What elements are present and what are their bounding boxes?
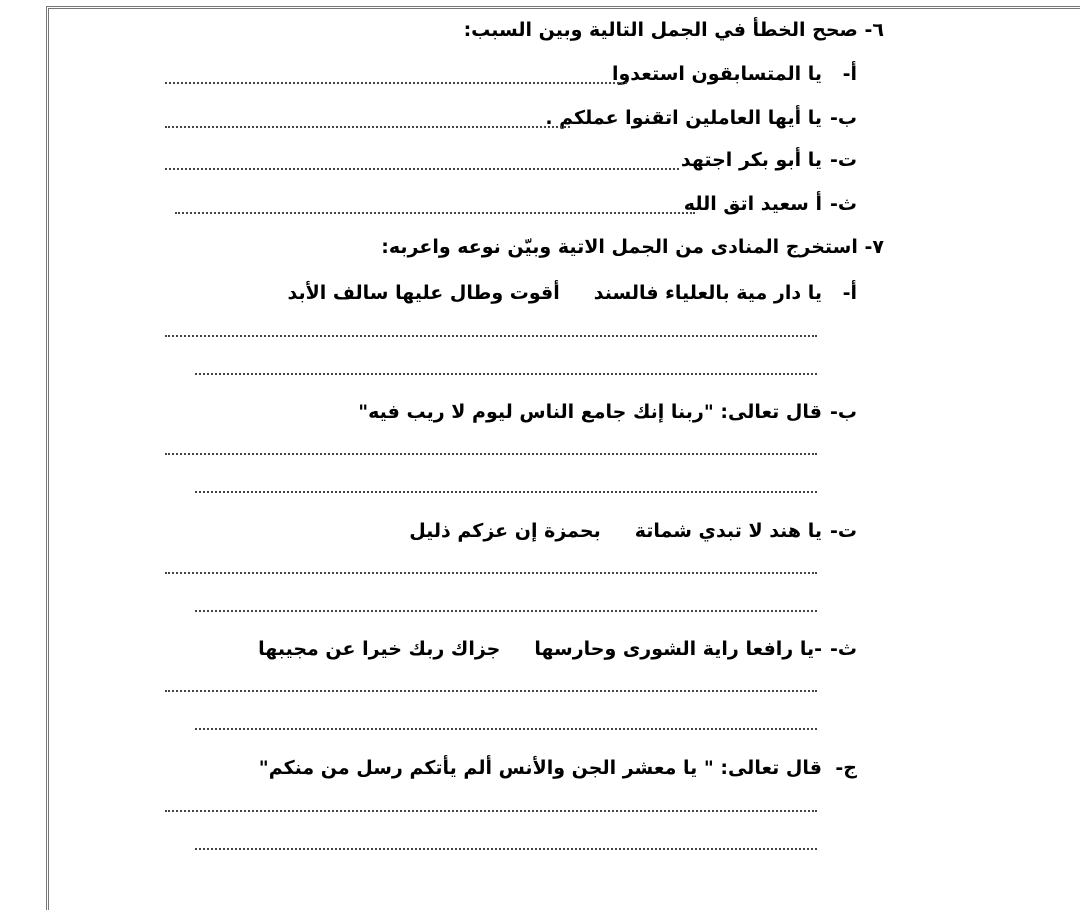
- answer-line[interactable]: [195, 610, 817, 612]
- verse-second-half: جزاك ربك خيرا عن مجيبها: [258, 638, 501, 660]
- q7-item-t-label: ت-: [830, 520, 857, 542]
- q6-item-a-label: أ-: [842, 63, 857, 85]
- q7-title: ٧- استخرج المنادى من الجمل الاتية وبيّن نوعه واعربه:: [381, 236, 884, 258]
- answer-line[interactable]: [165, 572, 817, 574]
- q6-item-a-text: يا المتسابقون استعدوا: [611, 63, 822, 85]
- q7-item-th-label: ث-: [830, 638, 857, 660]
- q6-item-b-label: ب-: [830, 107, 857, 129]
- verse-first-half: يا هند لا تبدي شماتة: [634, 520, 822, 542]
- q6-item-t-text: يا أبو بكر اجتهد: [680, 149, 822, 171]
- answer-line[interactable]: [165, 126, 570, 128]
- q6-title: ٦- صحح الخطأ في الجمل التالية وبين السبب:: [463, 19, 884, 41]
- answer-line[interactable]: [195, 491, 817, 493]
- answer-line[interactable]: [165, 690, 817, 692]
- verse-second-half: بحمزة إن عزكم ذليل: [409, 520, 601, 542]
- answer-line[interactable]: [165, 82, 627, 84]
- q7-item-j-label: ج-: [835, 757, 857, 779]
- answer-line[interactable]: [165, 453, 817, 455]
- verse-second-half: أقوت وطال عليها سالف الأبد: [287, 282, 560, 304]
- q7-item-b-label: ب-: [830, 401, 857, 423]
- answer-line[interactable]: [165, 168, 679, 170]
- q6-item-b-text: يا أيها العاملين اتقنوا عملكم .: [545, 107, 822, 129]
- q7-item-th-text: [258, 636, 822, 662]
- q7-item-a-text: [288, 280, 823, 306]
- verse-first-half: -يا رافعا راية الشورى وحارسها: [534, 638, 822, 660]
- answer-line[interactable]: [195, 848, 817, 850]
- q6-item-t-label: ت-: [830, 149, 857, 171]
- q6-item-th-label: ث-: [830, 193, 857, 215]
- answer-line[interactable]: [165, 335, 817, 337]
- verse-first-half: يا دار مية بالعلياء فالسند: [593, 282, 822, 304]
- q7-item-j-text: قال تعالى: " يا معشر الجن والأنس ألم يأتكم رسل من منكم": [258, 757, 822, 779]
- q6-item-th-text: أ سعيد اتق الله: [683, 193, 822, 215]
- answer-line[interactable]: [165, 810, 817, 812]
- q7-item-a-label: أ-: [842, 282, 857, 304]
- q7-item-b-text: قال تعالى: "ربنا إنك جامع الناس ليوم لا ريب فيه": [358, 401, 822, 423]
- q7-item-t-text: [409, 518, 822, 544]
- answer-line[interactable]: [195, 373, 817, 375]
- answer-line[interactable]: [195, 728, 817, 730]
- answer-line[interactable]: [175, 212, 695, 214]
